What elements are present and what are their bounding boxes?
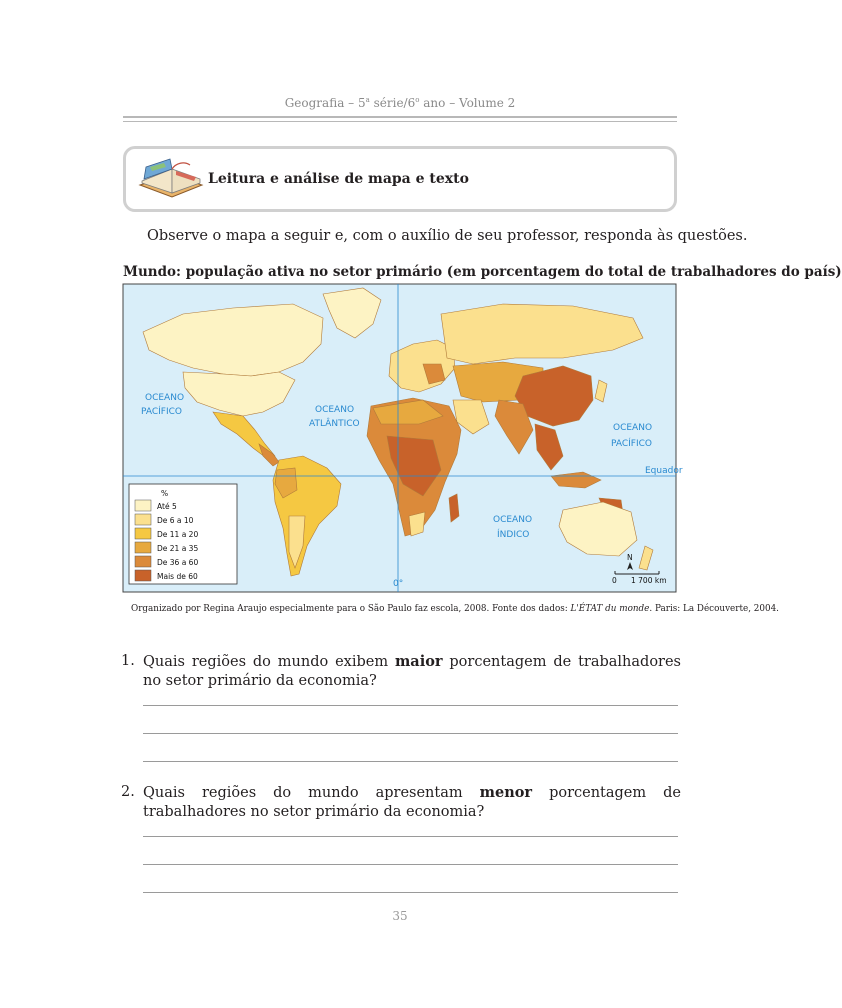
section-box	[123, 146, 677, 212]
map-legend	[129, 484, 237, 584]
ocean-label: ÍNDICO	[497, 530, 530, 540]
answer-line[interactable]	[143, 761, 678, 762]
ocean-label: PACÍFICO	[141, 407, 182, 417]
ocean-label: PACÍFICO	[611, 439, 652, 449]
legend-swatch	[135, 542, 151, 553]
map-caption: Organizado por Regina Araujo especialmente para o São Paulo faz escola, 2008. Fonte dos dados: L'ÉTAT du monde. Paris: La Découverte, 2004.	[131, 604, 779, 614]
legend-label: De 36 a 60	[157, 558, 199, 567]
legend-item	[135, 528, 198, 539]
question-2: 2. Quais regiões do mundo apresentam menor porcentagem de trabalhadores no setor primário da economia?	[121, 784, 682, 820]
legend-item	[135, 514, 194, 525]
ocean-label: OCEANO	[315, 405, 355, 415]
legend-swatch	[135, 528, 151, 539]
world-map	[123, 284, 683, 592]
legend-label: De 11 a 20	[157, 530, 199, 539]
question-number: 2.	[121, 784, 135, 800]
map-title: Mundo: população ativa no setor primário (em porcentagem do total de trabalhadores do país)	[123, 264, 842, 280]
question-1: 1. Quais regiões do mundo exibem maior porcentagem de trabalhadores no setor primário da economia?	[121, 653, 681, 689]
ocean-label: ATLÂNTICO	[309, 419, 360, 429]
header-rule-thin	[123, 121, 677, 122]
legend-swatch	[135, 556, 151, 567]
legend-item	[135, 542, 198, 553]
intro-text: Observe o mapa a seguir e, com o auxílio de seu professor, responda às questões.	[147, 228, 748, 244]
header-rule	[123, 116, 677, 118]
open-book-icon	[136, 155, 206, 201]
scale-end: 1 700 km	[631, 576, 667, 585]
answer-line[interactable]	[143, 733, 678, 734]
legend-item	[135, 570, 198, 581]
page-number: 35	[392, 909, 408, 923]
answer-line[interactable]	[143, 864, 678, 865]
ocean-label: OCEANO	[613, 423, 653, 433]
answer-line[interactable]	[143, 836, 678, 837]
ocean-label: OCEANO	[145, 393, 185, 403]
answer-line[interactable]	[143, 892, 678, 893]
question-number: 1.	[121, 653, 135, 669]
svg-text:N: N	[627, 553, 633, 562]
legend-swatch	[135, 500, 151, 511]
legend-label: Até 5	[157, 502, 177, 511]
legend-unit: %	[161, 489, 169, 498]
legend-swatch	[135, 570, 151, 581]
legend-label: De 21 a 35	[157, 544, 199, 553]
equator-label: Equador	[645, 466, 683, 476]
legend-swatch	[135, 514, 151, 525]
ocean-label: OCEANO	[493, 515, 533, 525]
section-title: Leitura e análise de mapa e texto	[208, 171, 469, 187]
legend-item	[135, 556, 198, 567]
answer-line[interactable]	[143, 705, 678, 706]
meridian-label: 0°	[393, 579, 404, 589]
legend-label: De 6 a 10	[157, 516, 194, 525]
scale-start: 0	[612, 576, 617, 585]
running-header: Geografia – 5$^a$ série/6$^o$ ano – Volume 2	[284, 96, 516, 110]
legend-label: Mais de 60	[157, 572, 198, 581]
